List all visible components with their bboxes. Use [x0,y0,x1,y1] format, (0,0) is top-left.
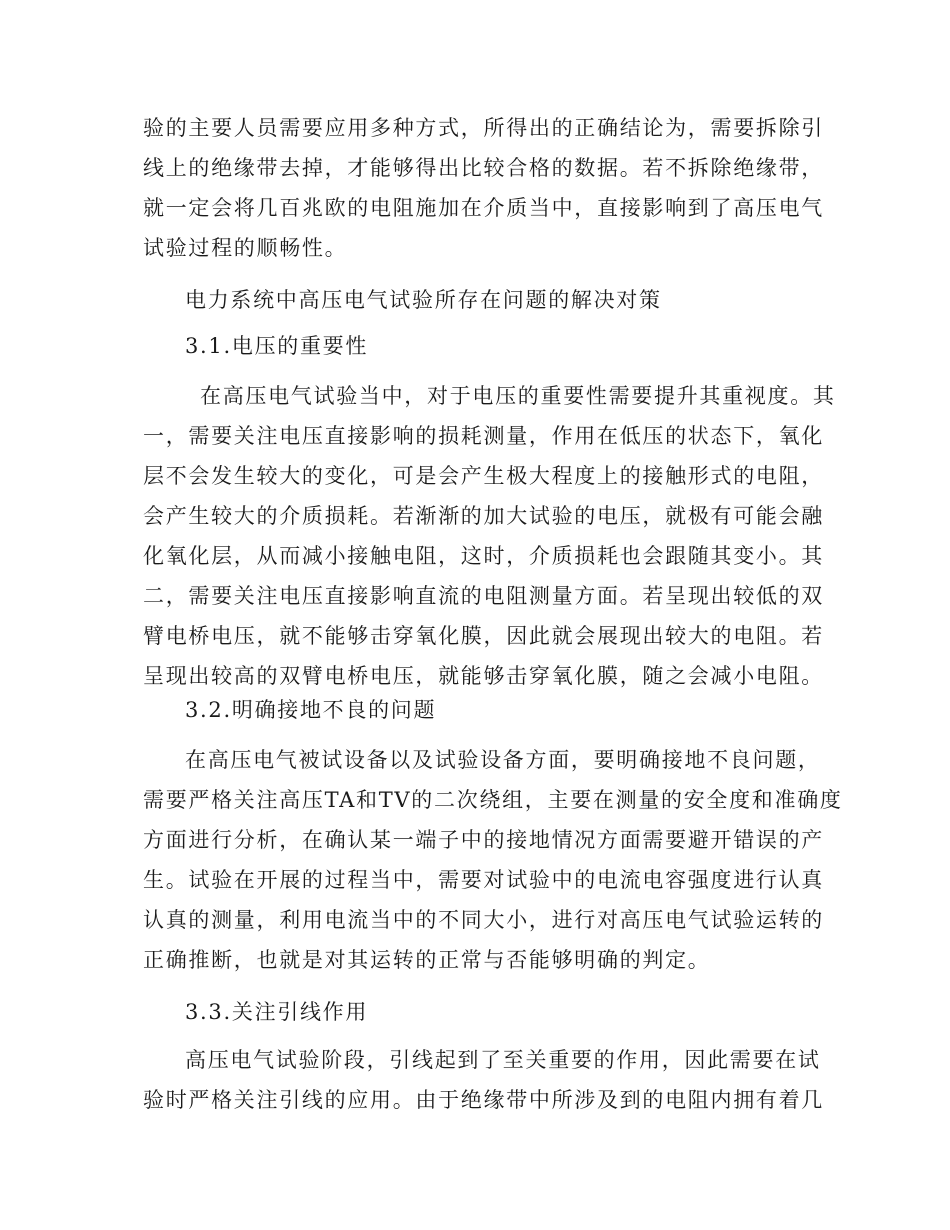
section-title: 电力系统中高压电气试验所存在问题的解决对策 [185,288,662,312]
text-line: 层不会发生较大的变化，可是会产生极大程度上的接触形式的电阻， [143,464,824,488]
text-line: 需要严格关注高压TA和TV的二次绕组，主要在测量的安全度和准确度 [143,788,843,812]
text-line: 会产生较大的介质损耗。若渐渐的加大试验的电压，就极有可能会融 [143,504,824,528]
text-line: 试验过程的顺畅性。 [143,236,348,260]
text-line: 方面进行分析，在确认某一端子中的接地情况方面需要避开错误的产 [143,828,824,852]
text-line: 验的主要人员需要应用多种方式，所得出的正确结论为，需要拆除引 [143,116,824,140]
text-line: 就一定会将几百兆欧的电阻施加在介质当中，直接影响到了高压电气 [143,196,824,220]
text-line: 正确推断，也就是对其运转的正常与否能够明确的判定。 [143,948,711,972]
text-line: 生。试验在开展的过程当中，需要对试验中的电流电容强度进行认真 [143,868,824,892]
text-line: 二，需要关注电压直接影响直流的电阻测量方面。若呈现出较低的双 [143,584,824,608]
text-line: 化氧化层，从而减小接触电阻，这时，介质损耗也会跟随其变小。其 [143,544,824,568]
text-line: 在高压电气被试设备以及试验设备方面，要明确接地不良问题， [185,748,821,772]
text-line: 一，需要关注电压直接影响的损耗测量，作用在低压的状态下，氧化 [143,424,824,448]
heading-3-2: 3.2.明确接地不良的问题 [185,698,437,722]
text-line: 认真的测量，利用电流当中的不同大小，进行对高压电气试验运转的 [143,908,824,932]
text-line: 呈现出较高的双臂电桥电压，就能够击穿氧化膜，随之会减小电阻。 [143,664,824,688]
text-line: 在高压电气试验当中，对于电压的重要性需要提升其重视度。其 [200,384,836,408]
text-line: 验时严格关注引线的应用。由于绝缘带中所涉及到的电阻内拥有着几 [143,1088,824,1112]
heading-3-1: 3.1.电压的重要性 [185,334,369,358]
heading-3-3: 3.3.关注引线作用 [185,1000,369,1024]
text-line: 臂电桥电压，就不能够击穿氧化膜，因此就会展现出较大的电阻。若 [143,624,824,648]
text-line: 线上的绝缘带去掉，才能够得出比较合格的数据。若不拆除绝缘带， [143,156,824,180]
text-line: 高压电气试验阶段，引线起到了至关重要的作用，因此需要在试 [185,1048,821,1072]
